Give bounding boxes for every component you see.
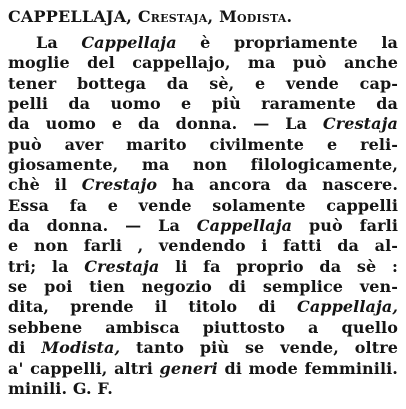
text-run: sebbene ambisca piuttosto a quello (8, 317, 398, 337)
italic-text: Crestaja (322, 114, 398, 134)
text-line (0, 297, 406, 317)
text-run: tri; la (8, 256, 85, 276)
italic-text: Cappellaja, (296, 297, 398, 317)
text-run: può aver marito civilmente e reli- (8, 134, 398, 154)
text-line (0, 94, 406, 114)
text-run: di mode femminili. (217, 358, 398, 378)
text-line (0, 135, 406, 155)
text-run: è propriamente la (176, 33, 398, 52)
text-run: pelli da uomo e più raramente da (8, 94, 398, 114)
italic-text: Crestajo (81, 175, 158, 195)
text-line (0, 53, 406, 73)
text-line (0, 257, 406, 277)
text-run: tanto più se vende, oltre (120, 338, 398, 358)
text-run: tener bottega da sè, e vende cap- (8, 73, 398, 93)
text-line (0, 359, 406, 379)
italic-text: generi (159, 358, 218, 378)
text-run: Essa fa e vende solamente cappelli (8, 195, 398, 215)
text-run: dita, prende il titolo di (8, 297, 297, 317)
italic-text: Crestaja (84, 256, 160, 276)
text-line (0, 216, 406, 236)
text-line (0, 74, 406, 94)
text-run: li fa proprio da sè : (159, 256, 398, 276)
text-run: a' cappelli, altri (8, 358, 160, 378)
title-modista: Modista. (219, 7, 293, 26)
text-line (0, 175, 406, 195)
text-line (0, 318, 406, 338)
text-line (0, 338, 406, 358)
text-line (0, 379, 406, 399)
text-run: di (8, 338, 42, 358)
text-run: e non farli , vendendo i fatti da al- (8, 236, 398, 256)
italic-text: Cappellaja (196, 216, 293, 236)
text-run: da uomo e da donna. — La (8, 114, 323, 134)
text-run: La (36, 33, 82, 52)
text-line (0, 236, 406, 256)
title-cappellaja: CAPPELLAJA, (8, 7, 133, 26)
text-line (0, 196, 406, 216)
text-run: chè il (8, 175, 82, 195)
text-line (0, 33, 406, 53)
text-run: se poi tien negozio di semplice ven- (8, 277, 398, 297)
title-crestaja: Crestaja, (137, 7, 214, 26)
text-line (0, 114, 406, 134)
text-run: da donna. — La (8, 216, 197, 236)
text-run: giosamente, ma non filologicamente, (8, 155, 398, 175)
article-title (8, 4, 292, 30)
text-run: ha ancora da nascere. (157, 175, 398, 195)
text-run: può farli (292, 216, 398, 236)
text-run: minili. G. F. (8, 378, 113, 398)
text-line (0, 277, 406, 297)
text-line (0, 155, 406, 175)
italic-text: Cappellaja (81, 33, 177, 52)
italic-text: Modista, (41, 338, 121, 358)
text-run: moglie del cappellajo, ma può anche (8, 53, 398, 73)
article-body (0, 33, 406, 399)
